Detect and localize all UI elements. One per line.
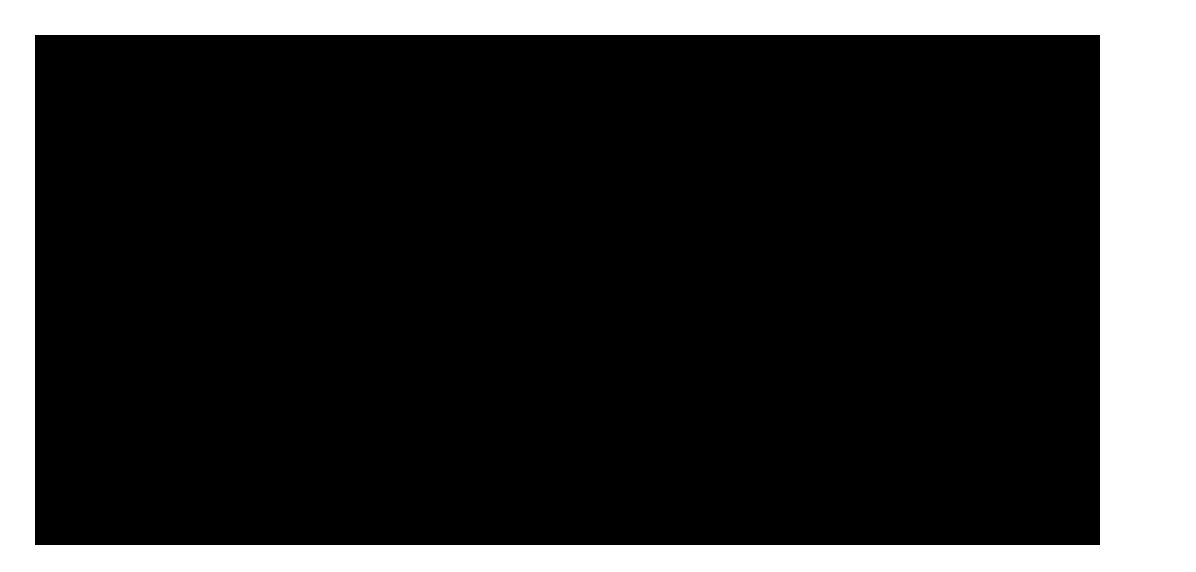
y-axis-row-labels [0,35,30,545]
colorbar [1105,35,1158,545]
x-axis-column-labels [35,548,1100,566]
heatmap-grid [35,35,1100,545]
